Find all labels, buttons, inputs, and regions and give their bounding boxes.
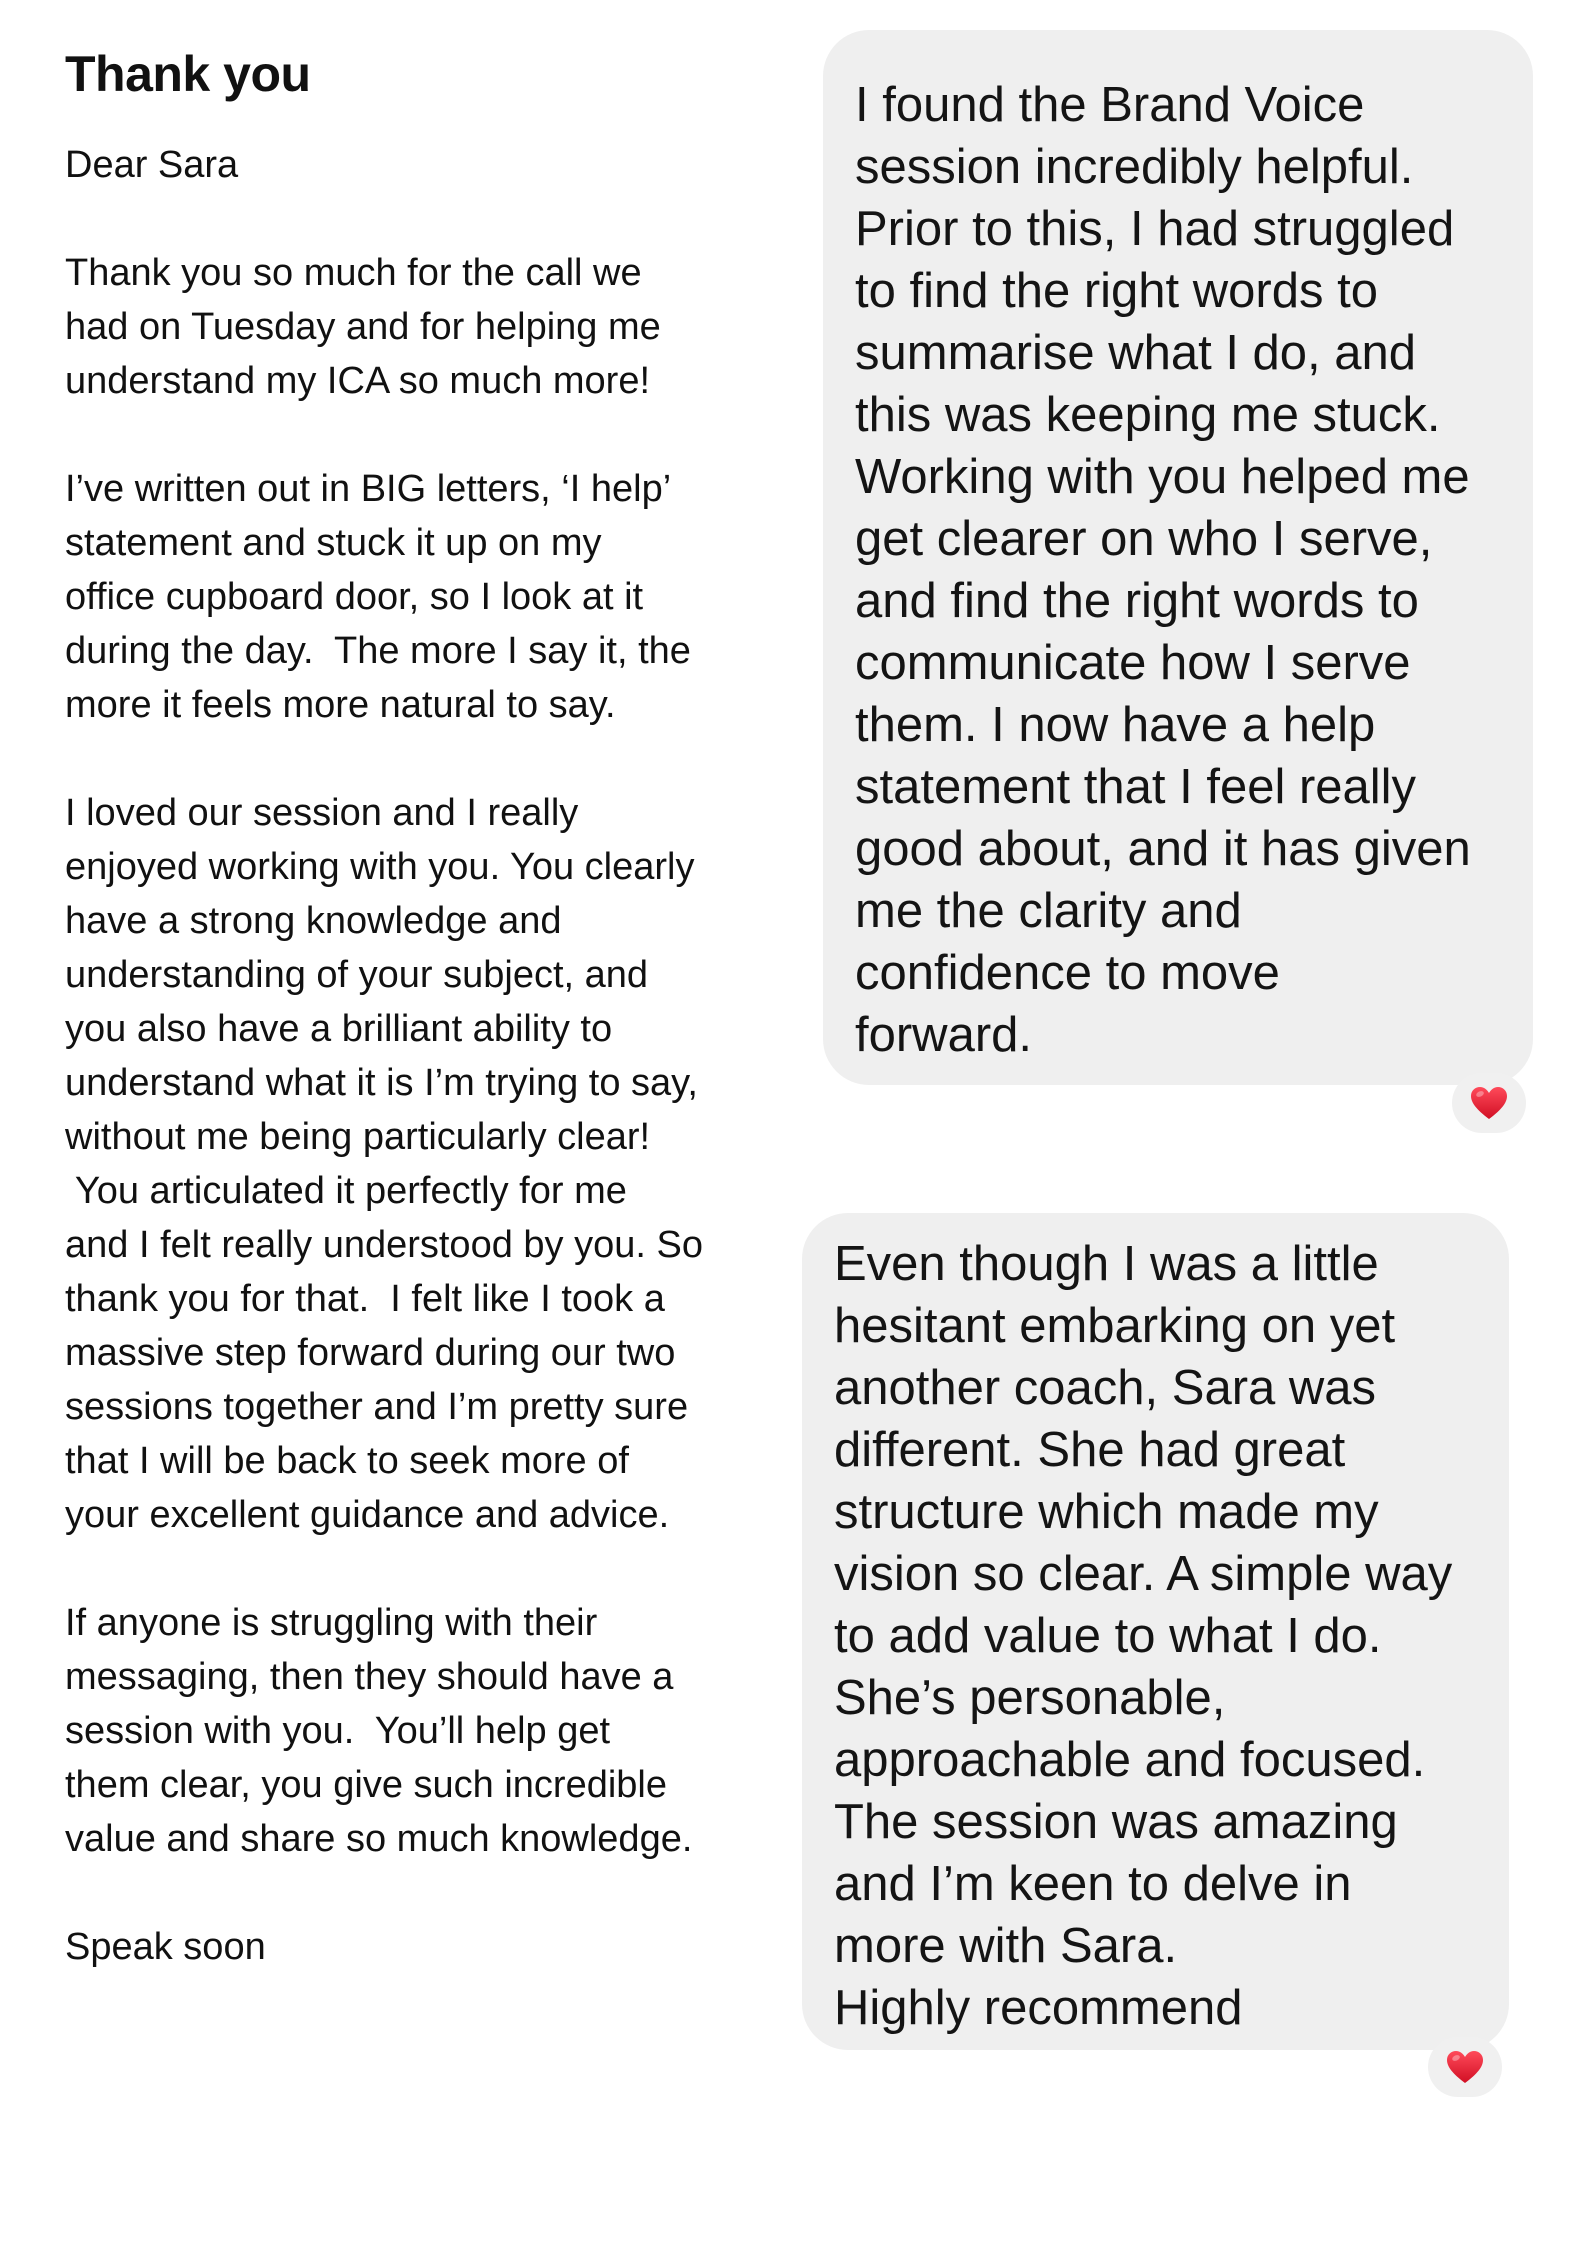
message-line: structure which made my xyxy=(834,1485,1379,1539)
message-line: and find the right words to xyxy=(855,574,1419,628)
note-signoff: Speak soon xyxy=(65,1926,266,1968)
message-line: approachable and focused. xyxy=(834,1733,1426,1787)
message-bubble[interactable] xyxy=(823,30,1533,1085)
message-line: vision so clear. A simple way xyxy=(834,1547,1453,1601)
message-line: communicate how I serve xyxy=(855,636,1411,690)
message-line: different. She had great xyxy=(834,1423,1346,1477)
note-line: have a strong knowledge and xyxy=(65,900,562,942)
note-line: during the day. The more I say it, the xyxy=(65,630,691,672)
note-line: had on Tuesday and for helping me xyxy=(65,306,661,348)
note-line: thank you for that. I felt like I took a xyxy=(65,1278,665,1320)
heart-reaction[interactable] xyxy=(1428,2037,1502,2097)
note-line: You articulated it perfectly for me xyxy=(65,1170,627,1212)
note-line: massive step forward during our two xyxy=(65,1332,676,1374)
message-bubble[interactable] xyxy=(802,1213,1509,2050)
note-line: office cupboard door, so I look at it xyxy=(65,576,644,618)
message-line: I found the Brand Voice xyxy=(855,78,1365,132)
message-line: confidence to move xyxy=(855,946,1280,1000)
note-line: more it feels more natural to say. xyxy=(65,684,616,726)
message-line: and I’m keen to delve in xyxy=(834,1857,1352,1911)
message-line: forward. xyxy=(855,1008,1033,1062)
note-line: and I felt really understood by you. So xyxy=(65,1224,703,1266)
message-line: more with Sara. xyxy=(834,1919,1178,1973)
message-line: summarise what I do, and xyxy=(855,326,1417,380)
note-paragraph-3 xyxy=(65,786,765,1542)
note-line: I’ve written out in BIG letters, ‘I help’ xyxy=(65,468,672,510)
message-line: hesitant embarking on yet xyxy=(834,1299,1396,1353)
note-line: you also have a brilliant ability to xyxy=(65,1008,613,1050)
note-paragraph-4 xyxy=(65,1596,765,1866)
note-title: Thank you xyxy=(65,46,311,102)
heart-reaction[interactable] xyxy=(1452,1073,1526,1133)
note-line: understand my ICA so much more! xyxy=(65,360,651,402)
message-line: The session was amazing xyxy=(834,1795,1398,1849)
note-paragraph-1 xyxy=(65,246,765,408)
note-line: I loved our session and I really xyxy=(65,792,579,834)
note-line: understanding of your subject, and xyxy=(65,954,649,996)
heart-icon xyxy=(1469,1085,1509,1121)
note-line: If anyone is struggling with their xyxy=(65,1602,598,1644)
message-line: this was keeping me stuck. xyxy=(855,388,1441,442)
message-line: Highly recommend xyxy=(834,1981,1243,2035)
message-line: them. I now have a help xyxy=(855,698,1376,752)
note-line: that I will be back to seek more of xyxy=(65,1440,629,1482)
message-line: session incredibly helpful. xyxy=(855,140,1414,194)
message-line: another coach, Sara was xyxy=(834,1361,1377,1415)
heart-icon xyxy=(1445,2049,1485,2085)
note-line: them clear, you give such incredible xyxy=(65,1764,667,1806)
message-line: good about, and it has given xyxy=(855,822,1471,876)
note-paragraph-2 xyxy=(65,462,765,732)
message-line: me the clarity and xyxy=(855,884,1242,938)
message-line: Prior to this, I had struggled xyxy=(855,202,1455,256)
message-line: to add value to what I do. xyxy=(834,1609,1382,1663)
note-line: value and share so much knowledge. xyxy=(65,1818,693,1860)
note-line: understand what it is I’m trying to say, xyxy=(65,1062,698,1104)
note-line: without me being particularly clear! xyxy=(65,1116,651,1158)
message-text xyxy=(855,74,1471,1066)
note-line: your excellent guidance and advice. xyxy=(65,1494,670,1536)
message-line: She’s personable, xyxy=(834,1671,1226,1725)
note-line: session with you. You’ll help get xyxy=(65,1710,611,1752)
note-line: statement and stuck it up on my xyxy=(65,522,602,564)
note-line: Thank you so much for the call we xyxy=(65,252,642,294)
note-line: sessions together and I’m pretty sure xyxy=(65,1386,689,1428)
message-line: to find the right words to xyxy=(855,264,1378,318)
message-text xyxy=(834,1233,1452,2039)
note-line: messaging, then they should have a xyxy=(65,1656,674,1698)
message-line: Working with you helped me xyxy=(855,450,1470,504)
message-line: statement that I feel really xyxy=(855,760,1417,814)
note-greeting: Dear Sara xyxy=(65,144,239,186)
message-line: Even though I was a little xyxy=(834,1237,1379,1291)
message-line: get clearer on who I serve, xyxy=(855,512,1433,566)
email-note xyxy=(65,40,765,1974)
note-line: enjoyed working with you. You clearly xyxy=(65,846,695,888)
